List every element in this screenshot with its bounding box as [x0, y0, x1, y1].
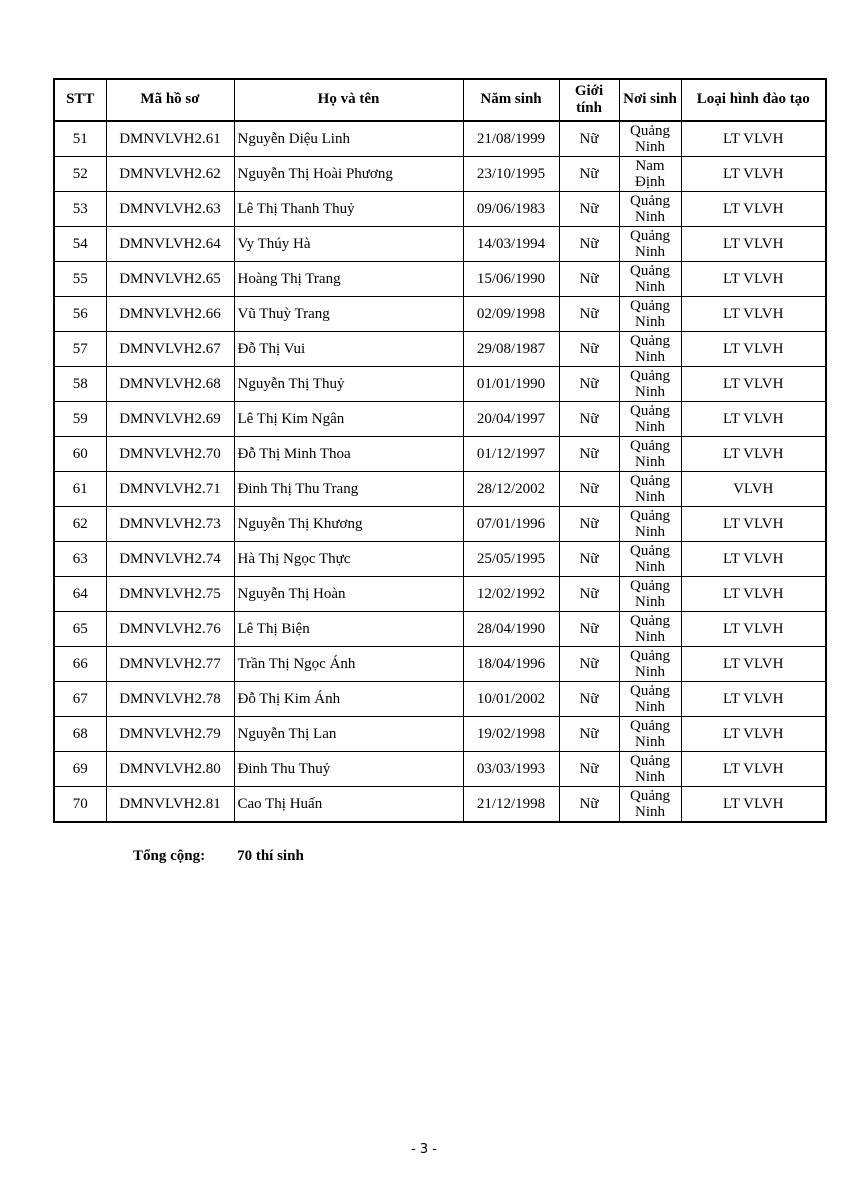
cell-ma-ho-so: DMNVLVH2.75 [106, 577, 234, 612]
cell-gioi-tinh: Nữ [559, 752, 619, 787]
cell-gioi-tinh: Nữ [559, 682, 619, 717]
cell-stt: 61 [54, 472, 106, 507]
cell-nam-sinh: 14/03/1994 [463, 227, 559, 262]
cell-ho-va-ten: Vy Thúy Hà [234, 227, 463, 262]
cell-loai-hinh-dao-tao: LT VLVH [681, 612, 826, 647]
summary-row [133, 848, 304, 865]
cell-gioi-tinh: Nữ [559, 262, 619, 297]
cell-loai-hinh-dao-tao: LT VLVH [681, 507, 826, 542]
cell-loai-hinh-dao-tao: LT VLVH [681, 752, 826, 787]
cell-noi-sinh: Quảng Ninh [619, 612, 681, 647]
table-row [54, 507, 826, 542]
cell-ho-va-ten: Nguyễn Thị Khương [234, 507, 463, 542]
cell-loai-hinh-dao-tao: LT VLVH [681, 577, 826, 612]
cell-loai-hinh-dao-tao: LT VLVH [681, 332, 826, 367]
cell-stt: 70 [54, 787, 106, 823]
cell-ho-va-ten: Vũ Thuỳ Trang [234, 297, 463, 332]
cell-loai-hinh-dao-tao: LT VLVH [681, 402, 826, 437]
table-header-row [54, 79, 826, 121]
cell-ho-va-ten: Cao Thị Huấn [234, 787, 463, 823]
summary-label: Tổng cộng: [133, 848, 206, 864]
cell-nam-sinh: 12/02/1992 [463, 577, 559, 612]
table-row [54, 227, 826, 262]
cell-noi-sinh: Quảng Ninh [619, 192, 681, 227]
table-row [54, 402, 826, 437]
cell-loai-hinh-dao-tao: VLVH [681, 472, 826, 507]
cell-gioi-tinh: Nữ [559, 297, 619, 332]
cell-ho-va-ten: Nguyễn Thị Hoài Phương [234, 157, 463, 192]
table-row [54, 332, 826, 367]
cell-nam-sinh: 21/08/1999 [463, 121, 559, 157]
cell-ma-ho-so: DMNVLVH2.70 [106, 437, 234, 472]
cell-noi-sinh: Quảng Ninh [619, 717, 681, 752]
table-row [54, 192, 826, 227]
header-noi-sinh: Nơi sinh [619, 79, 681, 121]
cell-stt: 62 [54, 507, 106, 542]
cell-gioi-tinh: Nữ [559, 542, 619, 577]
cell-ho-va-ten: Hà Thị Ngọc Thực [234, 542, 463, 577]
cell-ma-ho-so: DMNVLVH2.73 [106, 507, 234, 542]
cell-gioi-tinh: Nữ [559, 717, 619, 752]
cell-noi-sinh: Quảng Ninh [619, 787, 681, 823]
cell-loai-hinh-dao-tao: LT VLVH [681, 437, 826, 472]
cell-loai-hinh-dao-tao: LT VLVH [681, 227, 826, 262]
cell-gioi-tinh: Nữ [559, 367, 619, 402]
cell-ho-va-ten: Đỗ Thị Kim Ánh [234, 682, 463, 717]
cell-loai-hinh-dao-tao: LT VLVH [681, 787, 826, 823]
cell-loai-hinh-dao-tao: LT VLVH [681, 192, 826, 227]
cell-nam-sinh: 21/12/1998 [463, 787, 559, 823]
cell-ma-ho-so: DMNVLVH2.74 [106, 542, 234, 577]
table-row [54, 577, 826, 612]
table-row [54, 262, 826, 297]
table-row [54, 682, 826, 717]
cell-noi-sinh: Quảng Ninh [619, 437, 681, 472]
cell-nam-sinh: 23/10/1995 [463, 157, 559, 192]
cell-nam-sinh: 19/02/1998 [463, 717, 559, 752]
header-gioi-tinh: Giới tính [559, 79, 619, 121]
cell-ma-ho-so: DMNVLVH2.67 [106, 332, 234, 367]
cell-ma-ho-so: DMNVLVH2.78 [106, 682, 234, 717]
cell-ma-ho-so: DMNVLVH2.79 [106, 717, 234, 752]
cell-stt: 68 [54, 717, 106, 752]
table-row [54, 647, 826, 682]
cell-loai-hinh-dao-tao: LT VLVH [681, 157, 826, 192]
cell-stt: 59 [54, 402, 106, 437]
cell-stt: 58 [54, 367, 106, 402]
cell-ho-va-ten: Nguyễn Diệu Linh [234, 121, 463, 157]
cell-ma-ho-so: DMNVLVH2.61 [106, 121, 234, 157]
cell-nam-sinh: 20/04/1997 [463, 402, 559, 437]
cell-nam-sinh: 28/04/1990 [463, 612, 559, 647]
cell-stt: 65 [54, 612, 106, 647]
cell-gioi-tinh: Nữ [559, 437, 619, 472]
cell-ho-va-ten: Đinh Thu Thuỷ [234, 752, 463, 787]
cell-noi-sinh: Quảng Ninh [619, 577, 681, 612]
cell-ma-ho-so: DMNVLVH2.77 [106, 647, 234, 682]
cell-stt: 66 [54, 647, 106, 682]
cell-noi-sinh: Nam Định [619, 157, 681, 192]
cell-stt: 53 [54, 192, 106, 227]
cell-stt: 54 [54, 227, 106, 262]
cell-ho-va-ten: Nguyễn Thị Lan [234, 717, 463, 752]
cell-ho-va-ten: Lê Thị Thanh Thuỷ [234, 192, 463, 227]
cell-ma-ho-so: DMNVLVH2.69 [106, 402, 234, 437]
cell-gioi-tinh: Nữ [559, 192, 619, 227]
table-row [54, 437, 826, 472]
cell-nam-sinh: 03/03/1993 [463, 752, 559, 787]
table-row [54, 472, 826, 507]
header-ho-va-ten: Họ và tên [234, 79, 463, 121]
cell-stt: 55 [54, 262, 106, 297]
cell-loai-hinh-dao-tao: LT VLVH [681, 542, 826, 577]
cell-noi-sinh: Quảng Ninh [619, 472, 681, 507]
cell-gioi-tinh: Nữ [559, 332, 619, 367]
cell-ho-va-ten: Nguyễn Thị Thuỷ [234, 367, 463, 402]
header-stt: STT [54, 79, 106, 121]
cell-stt: 57 [54, 332, 106, 367]
table-row [54, 542, 826, 577]
candidate-table [53, 78, 827, 823]
cell-nam-sinh: 10/01/2002 [463, 682, 559, 717]
cell-nam-sinh: 15/06/1990 [463, 262, 559, 297]
cell-loai-hinh-dao-tao: LT VLVH [681, 262, 826, 297]
cell-noi-sinh: Quảng Ninh [619, 121, 681, 157]
cell-gioi-tinh: Nữ [559, 157, 619, 192]
cell-ma-ho-so: DMNVLVH2.66 [106, 297, 234, 332]
cell-noi-sinh: Quảng Ninh [619, 507, 681, 542]
cell-nam-sinh: 28/12/2002 [463, 472, 559, 507]
cell-noi-sinh: Quảng Ninh [619, 262, 681, 297]
cell-nam-sinh: 01/12/1997 [463, 437, 559, 472]
cell-gioi-tinh: Nữ [559, 121, 619, 157]
cell-ho-va-ten: Đinh Thị Thu Trang [234, 472, 463, 507]
cell-ho-va-ten: Lê Thị Biện [234, 612, 463, 647]
cell-noi-sinh: Quảng Ninh [619, 227, 681, 262]
cell-ma-ho-so: DMNVLVH2.76 [106, 612, 234, 647]
cell-nam-sinh: 01/01/1990 [463, 367, 559, 402]
cell-ho-va-ten: Đỗ Thị Minh Thoa [234, 437, 463, 472]
table-row [54, 612, 826, 647]
cell-ma-ho-so: DMNVLVH2.64 [106, 227, 234, 262]
cell-noi-sinh: Quảng Ninh [619, 367, 681, 402]
cell-ma-ho-so: DMNVLVH2.80 [106, 752, 234, 787]
cell-loai-hinh-dao-tao: LT VLVH [681, 717, 826, 752]
header-loai-hinh-dao-tao: Loại hình đào tạo [681, 79, 826, 121]
cell-noi-sinh: Quảng Ninh [619, 647, 681, 682]
cell-gioi-tinh: Nữ [559, 402, 619, 437]
cell-stt: 63 [54, 542, 106, 577]
cell-ho-va-ten: Nguyễn Thị Hoàn [234, 577, 463, 612]
cell-ma-ho-so: DMNVLVH2.62 [106, 157, 234, 192]
cell-gioi-tinh: Nữ [559, 472, 619, 507]
cell-noi-sinh: Quảng Ninh [619, 752, 681, 787]
cell-ho-va-ten: Lê Thị Kim Ngân [234, 402, 463, 437]
cell-stt: 64 [54, 577, 106, 612]
cell-noi-sinh: Quảng Ninh [619, 682, 681, 717]
table-row [54, 367, 826, 402]
table-row [54, 752, 826, 787]
page-number: - 3 - [411, 1142, 437, 1157]
cell-nam-sinh: 18/04/1996 [463, 647, 559, 682]
header-ma-ho-so: Mã hồ sơ [106, 79, 234, 121]
cell-stt: 69 [54, 752, 106, 787]
cell-ma-ho-so: DMNVLVH2.81 [106, 787, 234, 823]
cell-gioi-tinh: Nữ [559, 577, 619, 612]
table-row [54, 121, 826, 157]
cell-stt: 67 [54, 682, 106, 717]
cell-ho-va-ten: Đỗ Thị Vui [234, 332, 463, 367]
cell-ma-ho-so: DMNVLVH2.68 [106, 367, 234, 402]
cell-nam-sinh: 09/06/1983 [463, 192, 559, 227]
cell-loai-hinh-dao-tao: LT VLVH [681, 297, 826, 332]
cell-stt: 56 [54, 297, 106, 332]
cell-noi-sinh: Quảng Ninh [619, 402, 681, 437]
cell-ho-va-ten: Hoàng Thị Trang [234, 262, 463, 297]
cell-nam-sinh: 07/01/1996 [463, 507, 559, 542]
cell-noi-sinh: Quảng Ninh [619, 542, 681, 577]
cell-gioi-tinh: Nữ [559, 787, 619, 823]
table-row [54, 787, 826, 823]
header-nam-sinh: Năm sinh [463, 79, 559, 121]
table-row [54, 157, 826, 192]
cell-gioi-tinh: Nữ [559, 647, 619, 682]
table-body [54, 121, 826, 822]
cell-noi-sinh: Quảng Ninh [619, 332, 681, 367]
table-row [54, 717, 826, 752]
cell-nam-sinh: 25/05/1995 [463, 542, 559, 577]
table-row [54, 297, 826, 332]
cell-nam-sinh: 29/08/1987 [463, 332, 559, 367]
cell-noi-sinh: Quảng Ninh [619, 297, 681, 332]
cell-ma-ho-so: DMNVLVH2.71 [106, 472, 234, 507]
cell-ho-va-ten: Trần Thị Ngọc Ánh [234, 647, 463, 682]
cell-gioi-tinh: Nữ [559, 507, 619, 542]
cell-stt: 52 [54, 157, 106, 192]
cell-ma-ho-so: DMNVLVH2.65 [106, 262, 234, 297]
summary-value: 70 thí sinh [237, 848, 304, 864]
cell-stt: 51 [54, 121, 106, 157]
cell-loai-hinh-dao-tao: LT VLVH [681, 682, 826, 717]
cell-ma-ho-so: DMNVLVH2.63 [106, 192, 234, 227]
cell-stt: 60 [54, 437, 106, 472]
cell-loai-hinh-dao-tao: LT VLVH [681, 121, 826, 157]
cell-gioi-tinh: Nữ [559, 612, 619, 647]
cell-gioi-tinh: Nữ [559, 227, 619, 262]
cell-loai-hinh-dao-tao: LT VLVH [681, 367, 826, 402]
cell-loai-hinh-dao-tao: LT VLVH [681, 647, 826, 682]
cell-nam-sinh: 02/09/1998 [463, 297, 559, 332]
